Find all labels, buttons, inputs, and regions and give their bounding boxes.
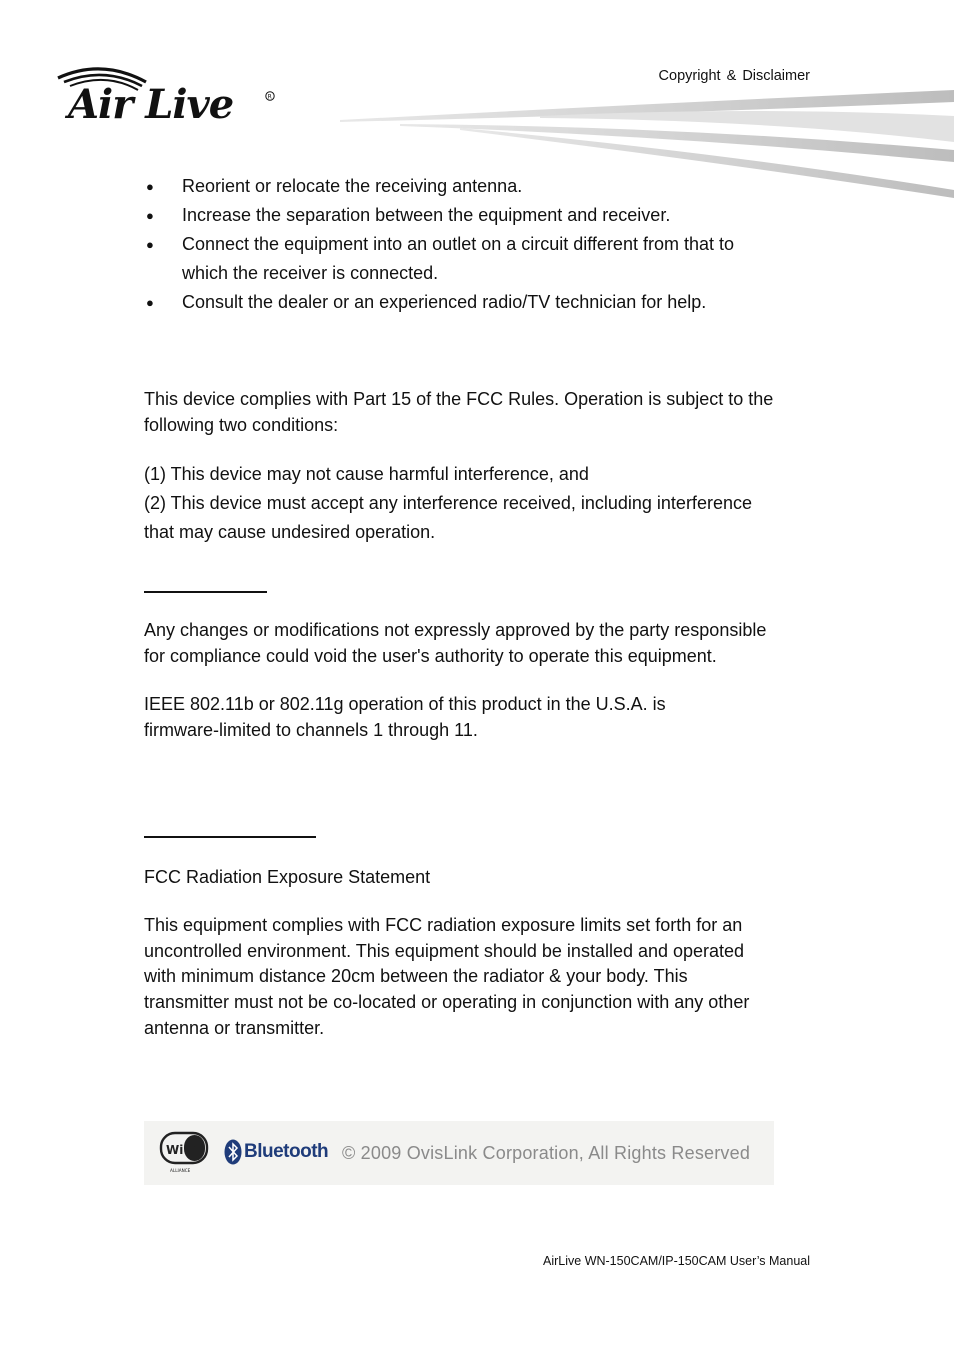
bullet-icon: ● <box>146 179 154 194</box>
bluetooth-icon <box>224 1139 242 1165</box>
list-item-continuation <box>144 259 824 288</box>
list-item <box>144 201 824 230</box>
section-title: Copyright & Disclaimer <box>658 68 810 84</box>
svg-text:R: R <box>267 93 272 101</box>
fcc-condition-2-continuation: that may cause undesired operation. <box>144 522 436 542</box>
fcc-compliance-line: This device complies with Part 15 of the FCC Rules. Operation is subject to the <box>144 389 774 409</box>
svg-text:Air Live: Air Live <box>68 81 234 128</box>
fcc-compliance-line: following two conditions: <box>144 415 339 435</box>
list-item <box>144 230 824 259</box>
radiation-line: transmitter must not be co-located or operating in conjunction with any other <box>144 992 750 1012</box>
list-item-text: Increase the separation between the equipment and receiver. <box>182 205 671 225</box>
radiation-line: uncontrolled environment. This equipment should be installed and operated <box>144 941 745 961</box>
section-divider <box>144 836 316 838</box>
copyright-text: © 2009 OvisLink Corporation, All Rights Reserved <box>342 1143 751 1163</box>
wifi-logo-subtext: ALLIANCE <box>170 1168 191 1173</box>
section-divider <box>144 591 267 593</box>
footer-banner <box>144 1121 774 1185</box>
list-item <box>144 288 824 317</box>
bullet-list <box>144 172 824 317</box>
bluetooth-wordmark: Bluetooth <box>244 1141 329 1162</box>
radiation-line: with minimum distance 20cm between the radiator & your body. This <box>144 966 688 986</box>
radiation-heading: FCC Radiation Exposure Statement <box>144 867 431 887</box>
bullet-icon: ● <box>146 295 154 310</box>
list-item-text: Connect the equipment into an outlet on a circuit different from that to <box>182 234 734 254</box>
list-item-text: Reorient or relocate the receiving antenna. <box>182 176 523 196</box>
caution-line: Any changes or modifications not expressly approved by the party responsible <box>144 620 767 640</box>
wifi-logo-text: Wi Fi <box>166 1143 200 1157</box>
list-item-text: Consult the dealer or an experienced radio/TV technician for help. <box>182 292 707 312</box>
manual-title: AirLive WN-150CAM/IP-150CAM User’s Manual <box>543 1254 810 1268</box>
caution-line: for compliance could void the user's authority to operate this equipment. <box>144 646 717 666</box>
ieee-line: firmware-limited to channels 1 through 11. <box>144 720 478 740</box>
bullet-icon: ● <box>146 237 154 252</box>
airlive-logo <box>54 60 284 130</box>
ieee-line: IEEE 802.11b or 802.11g operation of this product in the U.S.A. is <box>144 694 666 714</box>
list-item <box>144 172 824 201</box>
list-item-text: which the receiver is connected. <box>182 263 439 283</box>
fcc-condition-2: (2) This device must accept any interference received, including interference <box>144 493 752 513</box>
wifi-logo <box>158 1129 210 1175</box>
radiation-line: antenna or transmitter. <box>144 1018 325 1038</box>
radiation-line: This equipment complies with FCC radiation exposure limits set forth for an <box>144 915 743 935</box>
fcc-condition-1: (1) This device may not cause harmful interference, and <box>144 464 589 484</box>
bullet-icon: ● <box>146 208 154 223</box>
